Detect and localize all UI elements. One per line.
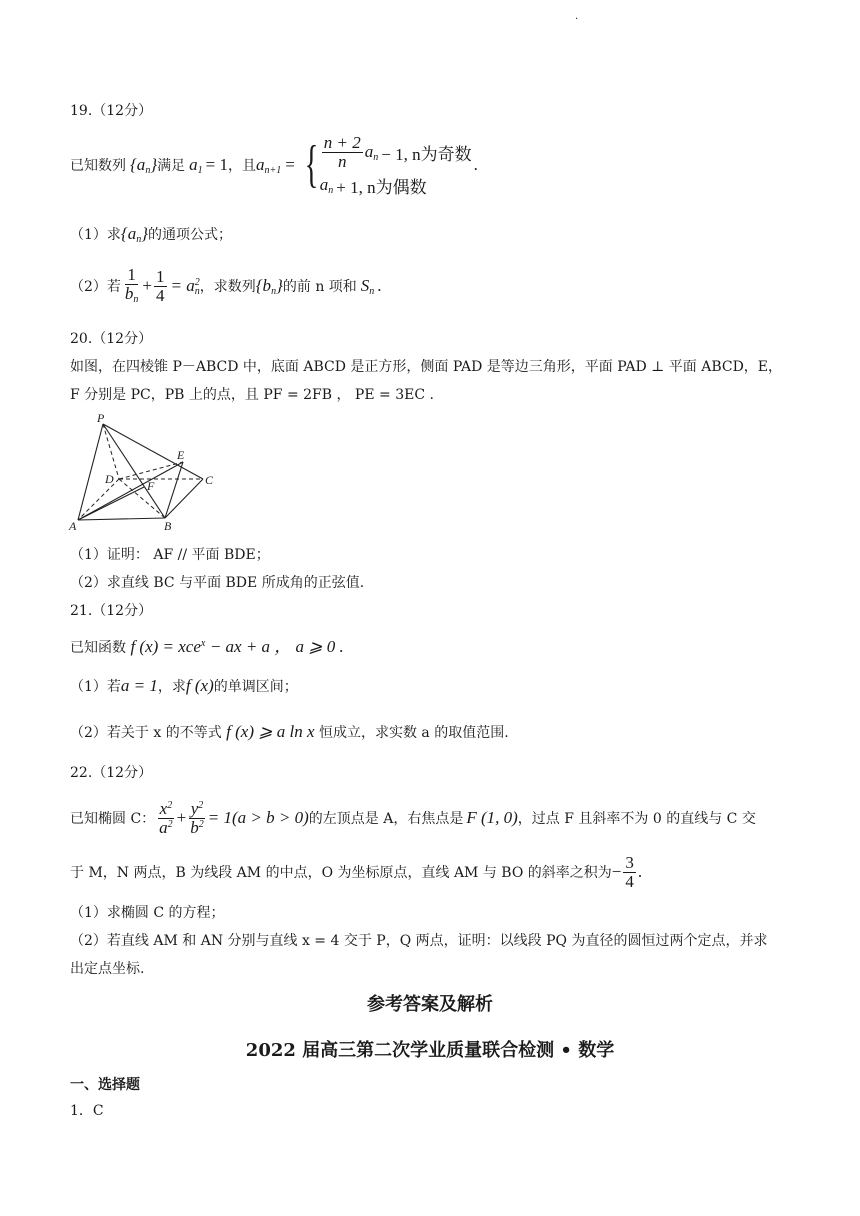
q19-brace: { <box>304 136 319 193</box>
q19-p2-eq: = a <box>170 275 195 295</box>
q19-p2-eq-sub: n <box>194 285 200 297</box>
q22-part2-line1: （2）若直线 AM 和 AN 分别与直线 x = 4 交于 P，Q 两点，证明：以线段 PQ 为直径的圆恒过两个定点，并求 <box>70 933 768 949</box>
q19-part1 <box>70 224 232 245</box>
q21-stmt-rest: − ax + a ， a ⩾ 0 . <box>209 637 344 656</box>
q19-case1-a: a <box>364 141 374 161</box>
label-C: C <box>205 473 214 487</box>
q21-p1-f: f (x) <box>185 676 214 695</box>
q21-part2 <box>70 722 509 742</box>
q22-f2-num: y <box>190 798 199 818</box>
q19-p2-eq-sup: 2 <box>194 276 200 288</box>
q19-an1-sub: n+1 <box>264 164 282 176</box>
q19-p2-pre: （2）若 <box>70 279 121 295</box>
q19-p2-seq-close: } <box>276 275 283 295</box>
q21-p2-ineq: f (x) ⩾ a ln x <box>226 722 315 741</box>
q19-a1-eq: = 1 <box>205 155 228 174</box>
q21-statement <box>70 632 344 657</box>
q19-case2 <box>320 172 472 198</box>
q19-p2-f1-num: 1 <box>127 265 136 285</box>
q19-period: . <box>473 155 478 174</box>
q22-focus: F (1, 0) <box>466 808 518 827</box>
q19-p2-seq: {b <box>255 275 272 295</box>
answers-section: 一、选择题 <box>70 1077 140 1093</box>
q21-stmt-pre: 已知函数 <box>70 640 126 656</box>
q20-line2: F 分别是 PC，PB 上的点，且 PF = 2FB ， PE = 3EC . <box>70 387 434 403</box>
q20-part1: （1）证明： AF // 平面 BDE； <box>70 547 270 563</box>
q21-p2-post: 恒成立，求实数 a 的取值范围. <box>318 725 509 741</box>
q19-statement <box>70 130 478 200</box>
q22-f2-den-sup: 2 <box>198 818 204 830</box>
answers-item-1: 1．C <box>70 1103 104 1119</box>
q22-f2-den: b <box>190 817 199 837</box>
q22-line2-pre: 于 M，N 两点，B 为线段 AM 的中点，O 为坐标原点，直线 AM 与 BO 的斜率之积为 <box>70 865 612 881</box>
q22-line2-sign: − <box>611 862 622 881</box>
q22-stmt-post: ，过点 F 且斜率不为 0 的直线与 C 交 <box>517 811 756 827</box>
q19-p2-end: . <box>377 276 382 295</box>
q22-statement <box>70 794 756 842</box>
q22-line2-num: 3 <box>625 852 634 872</box>
q22-line2 <box>70 850 642 894</box>
q22-f1-den-sup: 2 <box>167 818 173 830</box>
label-B: B <box>164 519 172 533</box>
q22-f1-den: a <box>159 817 168 837</box>
q19-stmt-pre: 已知数列 <box>70 158 126 174</box>
q19-case2-rest: + 1, n为偶数 <box>336 177 427 197</box>
q19-p1-post: 的通项公式； <box>148 227 233 243</box>
q19-p1-seq-sub: n <box>136 234 142 245</box>
q22-part2-line2: 出定点坐标. <box>70 961 145 977</box>
q19-stmt-mid: 满足 <box>157 158 186 174</box>
q19-p1-seq-close: } <box>141 224 149 243</box>
q20-part2: （2）求直线 BC 与平面 BDE 所成角的正弦值. <box>70 575 365 591</box>
q21-p1-post: 的单调区间； <box>213 679 298 695</box>
label-E: E <box>177 448 185 462</box>
q22-f2-num-sup: 2 <box>198 799 204 811</box>
q21-header: 21.（12分） <box>70 603 153 619</box>
q19-a1-sub: 1 <box>197 164 203 176</box>
q19-case1-rest: − 1, n为奇数 <box>381 144 472 164</box>
answers-title: 参考答案及解析 <box>367 994 493 1015</box>
q19-p1-seq: {a <box>120 224 137 243</box>
q22-f1-num: x <box>159 798 168 818</box>
q22-header: 22.（12分） <box>70 765 153 781</box>
q21-p2-pre: （2）若关于 x 的不等式 <box>70 725 222 741</box>
q19-an1: a <box>255 154 265 174</box>
q19-p2-f2-num: 1 <box>156 266 165 286</box>
pyramid-figure <box>60 412 230 534</box>
q19-case1-num: n + 2 <box>323 132 361 152</box>
label-A: A <box>69 519 77 533</box>
q19-p2-f1-den: b <box>124 284 134 304</box>
q19-seq-a: {a <box>130 154 146 174</box>
q19-p2-f2-den: 4 <box>156 285 165 305</box>
top-dot: · <box>575 14 579 25</box>
q21-stmt-sup: x <box>200 638 206 649</box>
q19-a1: a <box>189 154 198 174</box>
q22-stmt-mid: 的左顶点是 A，右焦点是 <box>308 811 464 827</box>
q19-eq: = <box>285 155 295 174</box>
q22-plus: + <box>176 808 187 827</box>
q21-part1 <box>70 676 298 696</box>
q19-case1-sub: n <box>373 151 379 163</box>
q19-seq-a-close: } <box>150 154 158 174</box>
q19-p2-S-sub: n <box>369 285 375 297</box>
q19-case2-sub: n <box>328 184 334 196</box>
q19-p2-S: S <box>360 275 370 295</box>
q19-cases <box>320 132 472 198</box>
q20-line1: 如图，在四棱锥 P－ABCD 中，底面 ABCD 是正方形，侧面 PAD 是等边三角形，平面 PAD ⊥ 平面 ABCD，E， <box>70 359 783 375</box>
q22-part1: （1）求椭圆 C 的方程； <box>70 905 225 921</box>
label-F: F <box>147 479 155 493</box>
q21-p1-pre: （1）若 <box>70 679 121 695</box>
label-D: D <box>105 472 114 486</box>
q22-f1-num-sup: 2 <box>167 799 173 811</box>
q19-case1-den: n <box>338 151 347 171</box>
q19-case1 <box>320 132 472 172</box>
q19-part2 <box>70 262 382 310</box>
q19-case2-a: a <box>319 174 329 194</box>
q19-p2-plus: + <box>142 276 153 295</box>
label-P: P <box>97 412 105 425</box>
q19-p2-post: 的前 n 项和 <box>282 279 357 295</box>
q22-stmt-pre: 已知椭圆 C： <box>70 811 156 827</box>
q19-seq-a-sub: n <box>145 164 151 176</box>
q19-p2-mid: ，求数列 <box>199 279 256 295</box>
q22-line2-end: . <box>637 862 643 881</box>
q19-stmt-and: ，且 <box>227 158 256 174</box>
q19-header: 19.（12分） <box>70 103 153 119</box>
q21-p1-a: a = 1 <box>120 676 158 695</box>
q19-p1-pre: （1）求 <box>70 227 121 243</box>
q19-p2-seq-sub: n <box>271 285 277 297</box>
q19-p2-f1-den-sub: n <box>133 294 139 306</box>
answers-subtitle: 2022 届高三第二次学业质量联合检测 • 数学 <box>245 1040 615 1061</box>
q20-header: 20.（12分） <box>70 331 153 347</box>
q21-p1-mid: ，求 <box>157 679 186 695</box>
q22-cond: = 1(a > b > 0) <box>207 808 309 827</box>
q22-line2-den: 4 <box>625 871 634 891</box>
q21-stmt-f: f (x) = xce <box>130 637 201 656</box>
